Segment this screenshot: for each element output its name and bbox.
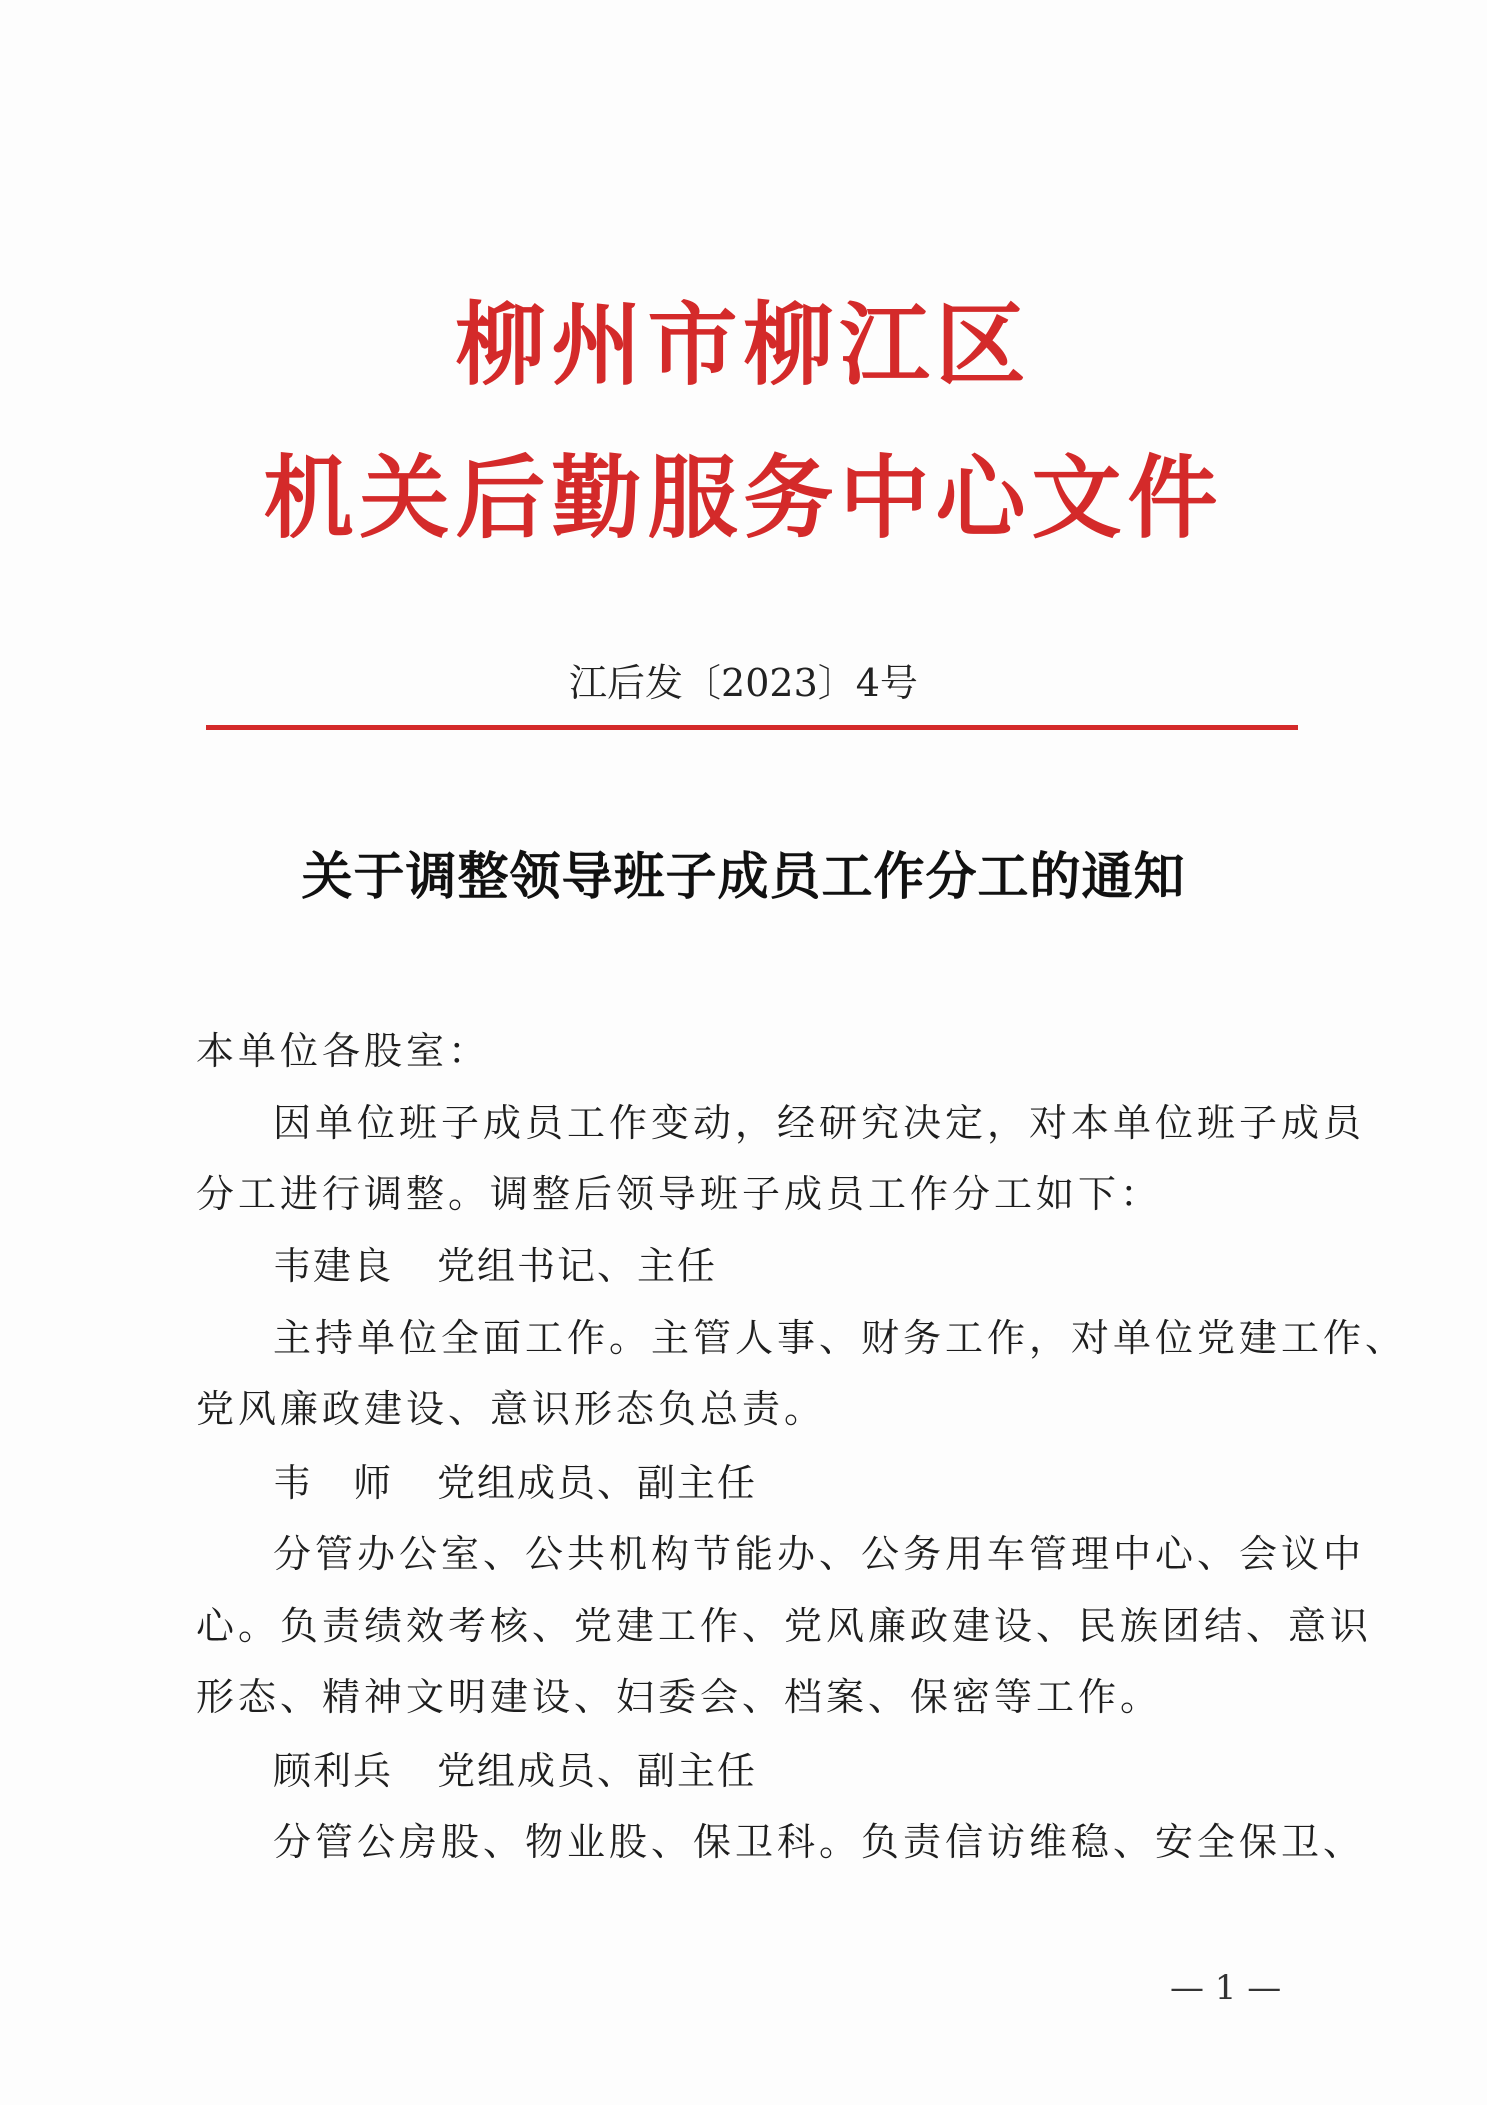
member-duty-line: 分管办公室、公共机构节能办、公务用车管理中心、会议中 bbox=[273, 1532, 1366, 1576]
issuing-organization-line1: 柳州市柳江区 bbox=[455, 292, 1032, 398]
salutation: 本单位各股室： bbox=[196, 1029, 491, 1073]
member-name: 韦 师 bbox=[273, 1461, 394, 1505]
member-role: 党组书记、主任 bbox=[437, 1244, 718, 1288]
issuing-organization-line2: 机关后勤服务中心文件 bbox=[263, 445, 1224, 551]
member-role: 党组成员、副主任 bbox=[437, 1749, 758, 1793]
intro-paragraph-line: 分工进行调整。调整后领导班子成员工作分工如下： bbox=[196, 1172, 1163, 1216]
member-role: 党组成员、副主任 bbox=[437, 1461, 758, 1505]
red-separator-line bbox=[206, 725, 1298, 730]
member-heading bbox=[273, 1235, 1316, 1290]
page-number: — 1 — bbox=[1170, 1968, 1282, 2008]
member-duty-line: 心。负责绩效考核、党建工作、党风廉政建设、民族团结、意识 bbox=[196, 1604, 1373, 1648]
member-duty-line: 形态、精神文明建设、妇委会、档案、保密等工作。 bbox=[196, 1675, 1163, 1719]
member-name: 顾利兵 bbox=[273, 1749, 394, 1793]
member-duty-line: 党风廉政建设、意识形态负总责。 bbox=[196, 1387, 827, 1431]
member-duty-line: 分管公房股、物业股、保卫科。负责信访维稳、安全保卫、 bbox=[273, 1820, 1366, 1864]
member-duty-line: 主持单位全面工作。主管人事、财务工作，对单位党建工作、 bbox=[273, 1316, 1408, 1360]
document-number: 江后发〔2023〕4号 bbox=[569, 661, 918, 705]
intro-paragraph-line: 因单位班子成员工作变动，经研究决定，对本单位班子成员 bbox=[273, 1101, 1366, 1145]
member-name: 韦建良 bbox=[273, 1244, 394, 1288]
notice-title: 关于调整领导班子成员工作分工的通知 bbox=[301, 847, 1186, 907]
member-heading bbox=[273, 1452, 1316, 1507]
member-heading bbox=[273, 1740, 1316, 1795]
